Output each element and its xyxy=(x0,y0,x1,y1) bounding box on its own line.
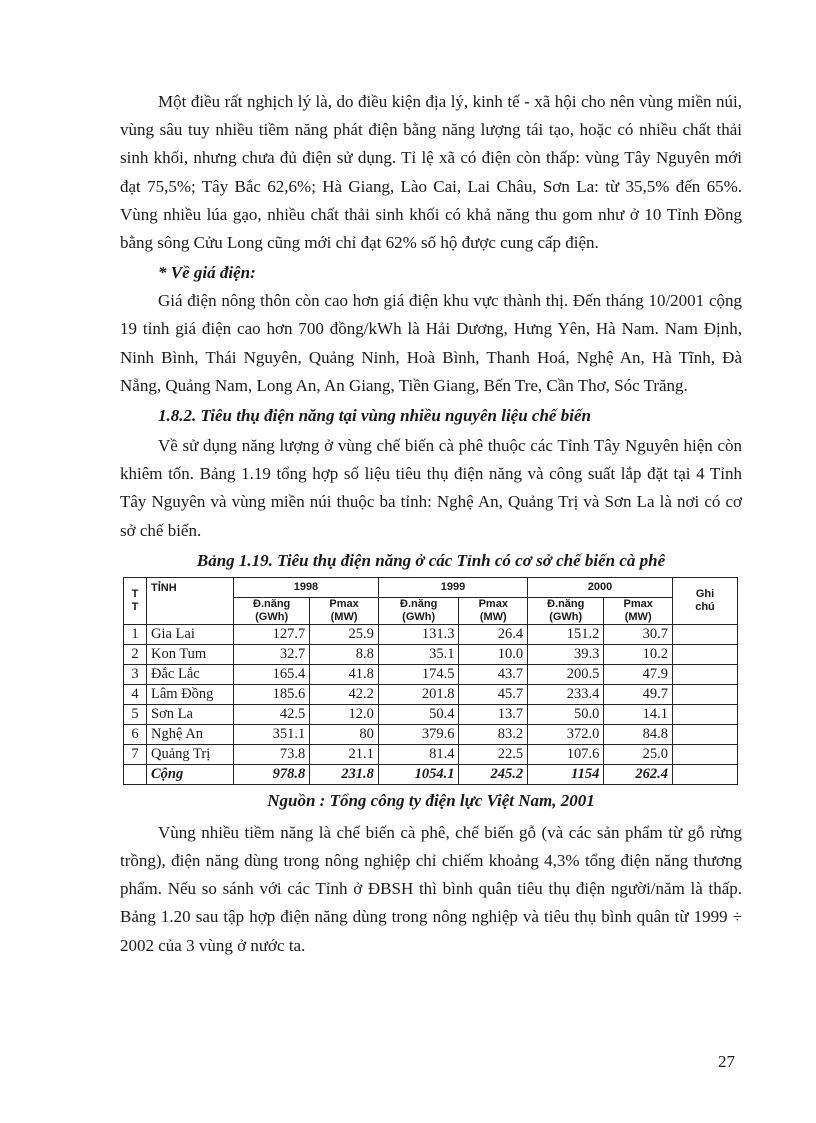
row-value: 12.0 xyxy=(310,704,379,724)
row-value: 8.8 xyxy=(310,644,379,664)
row-value: 35.1 xyxy=(378,644,459,664)
row-index: 6 xyxy=(124,724,147,744)
note-cell xyxy=(673,724,738,744)
note-cell xyxy=(673,644,738,664)
row-value: 151.2 xyxy=(528,624,604,644)
header-pmax-1998: Pmax (MW) xyxy=(310,597,379,624)
row-value: 73.8 xyxy=(234,744,310,764)
row-index: 3 xyxy=(124,664,147,684)
note-cell xyxy=(673,744,738,764)
note-cell xyxy=(673,684,738,704)
total-label: Cộng xyxy=(147,764,234,784)
header-dnang-1999: Đ.năng (GWh) xyxy=(378,597,459,624)
row-value: 43.7 xyxy=(459,664,528,684)
total-value: 262.4 xyxy=(604,764,673,784)
header-1999: 1999 xyxy=(378,577,527,597)
row-value: 14.1 xyxy=(604,704,673,724)
table-row xyxy=(124,704,738,724)
row-value: 41.8 xyxy=(310,664,379,684)
province-name: Nghệ An xyxy=(147,724,234,744)
total-value: 978.8 xyxy=(234,764,310,784)
header-pmax-1999: Pmax (MW) xyxy=(459,597,528,624)
document-page xyxy=(120,88,742,960)
row-value: 131.3 xyxy=(378,624,459,644)
paragraph-4: Vùng nhiều tiềm năng là chế biến cà phê, chế biến gỗ (và các sản phẩm từ gỗ rừng trồng), điện năng dùng trong nông nghiệp chỉ chiếm khoảng 4,3% tổng điện năng thương phẩm. Nếu so sánh với các Tỉnh ở ĐBSH thì bình quân tiêu thụ điện người/năm là thấp. Bảng 1.20 sau tập hợp điện năng dùng trong nông nghiệp và tiêu thụ bình quân từ 1999 ÷ 2002 của 3 vùng ở nước ta. xyxy=(120,822,742,955)
row-value: 25.9 xyxy=(310,624,379,644)
header-dnang-1998: Đ.năng (GWh) xyxy=(234,597,310,624)
row-value: 84.8 xyxy=(604,724,673,744)
province-name: Lâm Đồng xyxy=(147,684,234,704)
header-2000: 2000 xyxy=(528,577,673,597)
row-index: 2 xyxy=(124,644,147,664)
row-index: 1 xyxy=(124,624,147,644)
total-value: 245.2 xyxy=(459,764,528,784)
row-value: 200.5 xyxy=(528,664,604,684)
header-tinh: TỈNH xyxy=(147,577,234,624)
row-value: 47.9 xyxy=(604,664,673,684)
row-value: 185.6 xyxy=(234,684,310,704)
table-row xyxy=(124,664,738,684)
row-value: 83.2 xyxy=(459,724,528,744)
total-value: 1054.1 xyxy=(378,764,459,784)
row-value: 45.7 xyxy=(459,684,528,704)
row-value: 127.7 xyxy=(234,624,310,644)
header-1998: 1998 xyxy=(234,577,379,597)
province-name: Gia Lai xyxy=(147,624,234,644)
header-pmax-2000: Pmax (MW) xyxy=(604,597,673,624)
row-value: 25.0 xyxy=(604,744,673,764)
table-row xyxy=(124,644,738,664)
row-value: 42.5 xyxy=(234,704,310,724)
header-dnang-2000: Đ.năng (GWh) xyxy=(528,597,604,624)
province-name: Đắc Lắc xyxy=(147,664,234,684)
consumption-table xyxy=(123,577,738,785)
row-index: 4 xyxy=(124,684,147,704)
paragraph-1: Một điều rất nghịch lý là, do điều kiện địa lý, kinh tế - xã hội cho nên vùng miền núi, vùng sâu tuy nhiều tiềm năng phát điện bằng năng lượng tái tạo, hoặc có nhiều chất thải sinh khối, nhưng chưa đủ điện sử dụng. Tỉ lệ xã có điện còn thấp: vùng Tây Nguyên mới đạt 75,5%; Tây Bắc 62,6%; Hà Giang, Lào Cai, Lai Châu, Sơn La: từ 35,5% đến 65%. Vùng nhiều lúa gạo, nhiều chất thải sinh khối có khả năng thu gom như ở 10 Tỉnh Đồng bằng sông Cửu Long cũng mới chỉ đạt 62% số hộ được cung cấp điện. xyxy=(120,92,742,253)
row-value: 26.4 xyxy=(459,624,528,644)
table-row xyxy=(124,624,738,644)
province-name: Kon Tum xyxy=(147,644,234,664)
row-value: 13.7 xyxy=(459,704,528,724)
row-value: 379.6 xyxy=(378,724,459,744)
row-value: 233.4 xyxy=(528,684,604,704)
table-source: Nguồn : Tổng công ty điện lực Việt Nam, 2001 xyxy=(267,790,595,810)
heading-gia-dien: * Về giá điện: xyxy=(158,263,256,283)
row-value: 351.1 xyxy=(234,724,310,744)
row-index: 5 xyxy=(124,704,147,724)
total-value: 231.8 xyxy=(310,764,379,784)
province-name: Sơn La xyxy=(147,704,234,724)
section-heading-1-8-2: 1.8.2. Tiêu thụ điện năng tại vùng nhiều nguyên liệu chế biến xyxy=(158,406,591,426)
row-value: 107.6 xyxy=(528,744,604,764)
row-value: 32.7 xyxy=(234,644,310,664)
paragraph-2: Giá điện nông thôn còn cao hơn giá điện khu vực thành thị. Đến tháng 10/2001 cộng 19 tỉnh giá điện cao hơn 700 đồng/kWh là Hải Dương, Hưng Yên, Hà Nam. Nam Định, Ninh Bình, Thái Nguyên, Quảng Ninh, Hoà Bình, Thanh Hoá, Nghệ An, Hà Tĩnh, Đà Nẵng, Quảng Nam, Long An, An Giang, Tiền Giang, Bến Tre, Cần Thơ, Sóc Trăng. xyxy=(120,291,742,395)
note-cell xyxy=(673,704,738,724)
row-value: 372.0 xyxy=(528,724,604,744)
note-cell xyxy=(673,624,738,644)
header-tt: T T xyxy=(124,577,147,624)
row-value: 10.0 xyxy=(459,644,528,664)
table-row xyxy=(124,684,738,704)
row-value: 50.0 xyxy=(528,704,604,724)
total-idx-cell xyxy=(124,764,147,784)
row-value: 174.5 xyxy=(378,664,459,684)
row-value: 81.4 xyxy=(378,744,459,764)
row-value: 49.7 xyxy=(604,684,673,704)
paragraph-3: Về sử dụng năng lượng ở vùng chế biến cà phê thuộc các Tỉnh Tây Nguyên hiện còn khiêm tốn. Bảng 1.19 tổng hợp số liệu tiêu thụ điện năng và công suất lắp đặt tại 4 Tỉnh Tây Nguyên và vùng miền núi thuộc ba tỉnh: Nghệ An, Quảng Trị và Sơn La là nơi có cơ sở chế biến. xyxy=(120,436,742,540)
total-value: 1154 xyxy=(528,764,604,784)
row-value: 50.4 xyxy=(378,704,459,724)
row-value: 165.4 xyxy=(234,664,310,684)
table-row-total xyxy=(124,764,738,784)
row-index: 7 xyxy=(124,744,147,764)
row-value: 39.3 xyxy=(528,644,604,664)
row-value: 42.2 xyxy=(310,684,379,704)
total-note-cell xyxy=(673,764,738,784)
header-ghi-chu: Ghi chú xyxy=(673,577,738,624)
note-cell xyxy=(673,664,738,684)
row-value: 21.1 xyxy=(310,744,379,764)
province-name: Quảng Trị xyxy=(147,744,234,764)
row-value: 201.8 xyxy=(378,684,459,704)
page-number: 27 xyxy=(718,1052,735,1071)
table-caption: Bảng 1.19. Tiêu thụ điện năng ở các Tỉnh có cơ sở chế biến cà phê xyxy=(196,550,666,570)
row-value: 30.7 xyxy=(604,624,673,644)
row-value: 22.5 xyxy=(459,744,528,764)
table-body xyxy=(124,624,738,764)
table-row xyxy=(124,744,738,764)
row-value: 10.2 xyxy=(604,644,673,664)
table-row xyxy=(124,724,738,744)
row-value: 80 xyxy=(310,724,379,744)
